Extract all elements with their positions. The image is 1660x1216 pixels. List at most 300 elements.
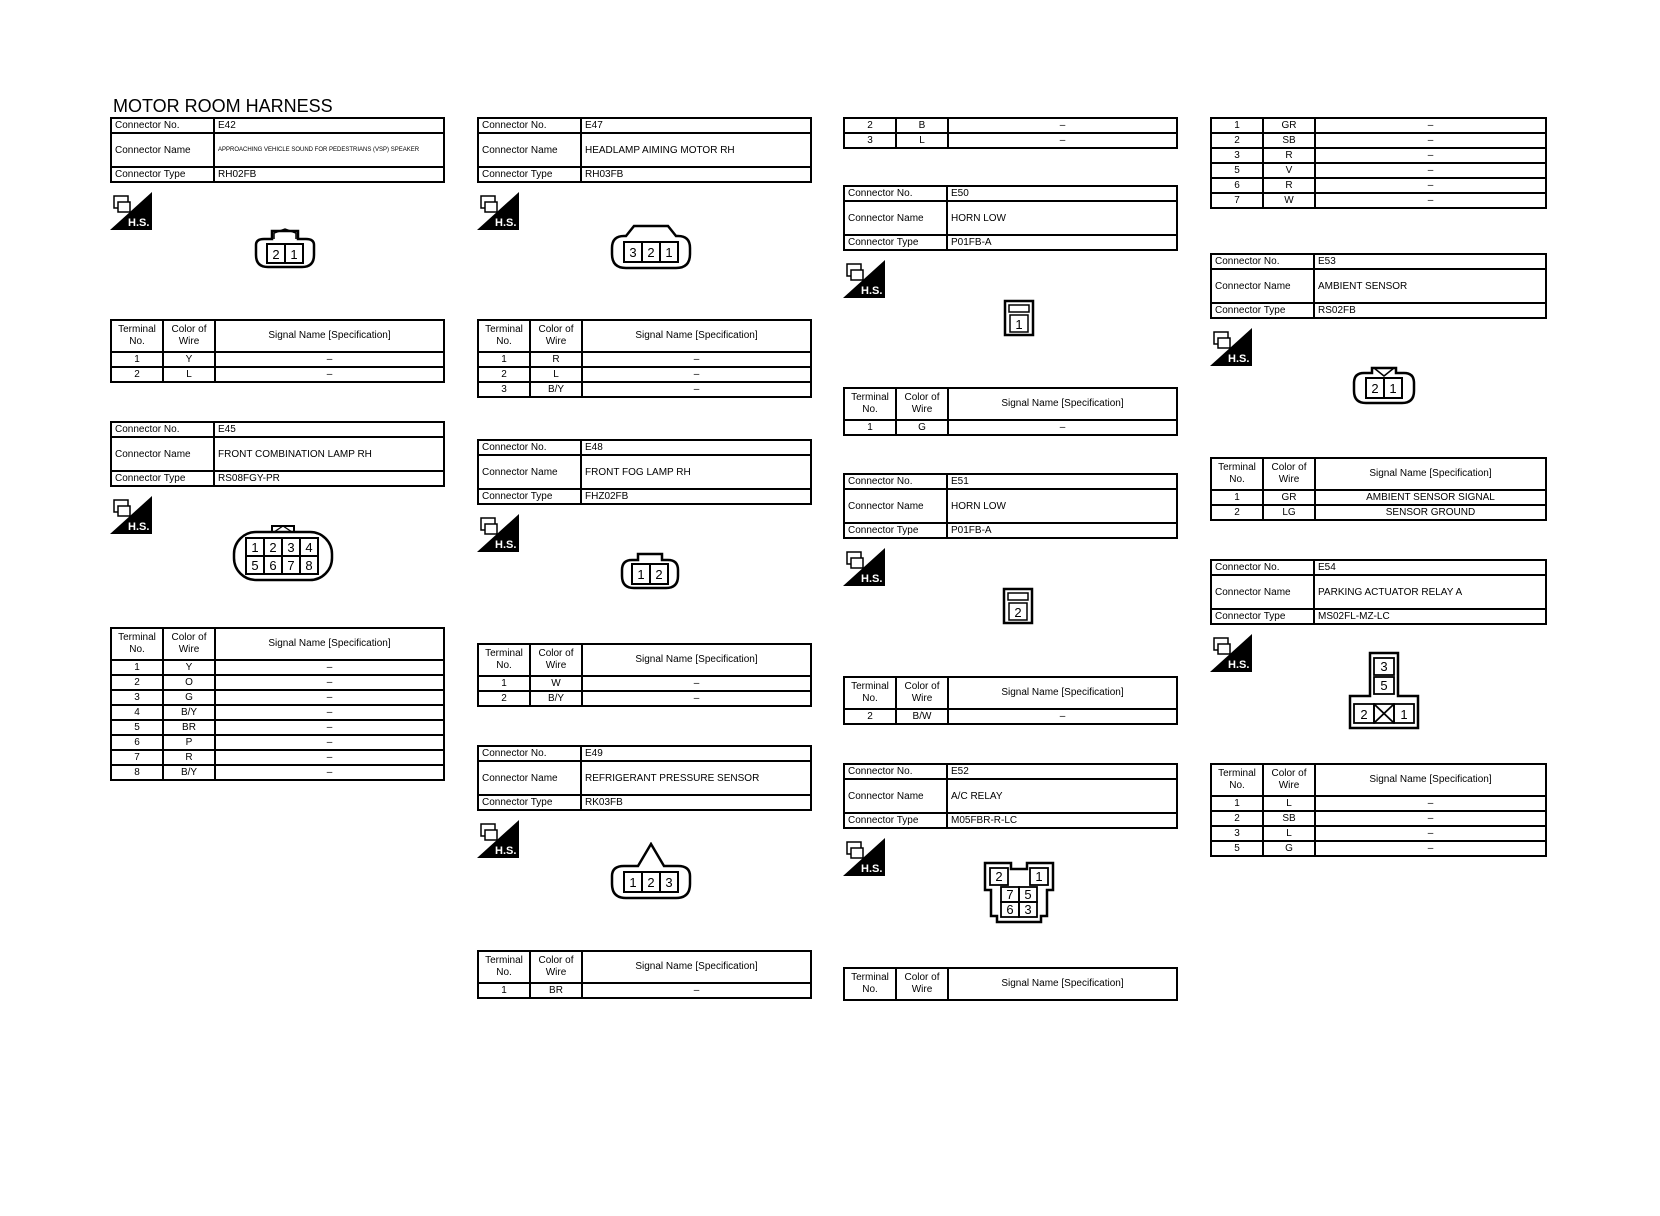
header-color: Color of Wire [163, 320, 215, 352]
signal-name: – [1315, 163, 1546, 178]
label-connector-name: Connector Name [111, 133, 214, 167]
pin-label: 3 [1024, 902, 1032, 917]
wire-color: BR [163, 720, 215, 735]
label-connector-no: Connector No. [844, 764, 947, 779]
terminal-no: 2 [1211, 811, 1263, 826]
connector-type: RH03FB [581, 167, 811, 182]
connector-info-E53 [1210, 253, 1547, 319]
connector-name: HORN LOW [947, 201, 1177, 235]
header-color: Color of Wire [896, 677, 948, 709]
pin-label: 3 [1380, 659, 1388, 674]
signal-name: – [215, 690, 444, 705]
terminal-no: 3 [1211, 826, 1263, 841]
pin-label: 7 [1006, 887, 1014, 902]
label-connector-name: Connector Name [478, 761, 581, 795]
table-row [844, 133, 1177, 148]
label-connector-type: Connector Type [478, 795, 581, 810]
connector-no: E48 [581, 440, 811, 455]
label-connector-type: Connector Type [111, 471, 214, 486]
terminal-no: 2 [111, 367, 163, 382]
terminal-no: 2 [1211, 133, 1263, 148]
header-signal: Signal Name [Specification] [948, 677, 1177, 709]
signal-name: – [948, 709, 1177, 724]
terminal-no: 3 [844, 133, 896, 148]
terminal-no: 7 [1211, 193, 1263, 208]
label-connector-no: Connector No. [1211, 254, 1314, 269]
header-terminal-no: Terminal No. [1211, 764, 1263, 796]
label-connector-name: Connector Name [844, 779, 947, 813]
connector-face-E51 [1001, 586, 1035, 626]
hs-label: H.S. [1228, 353, 1250, 365]
pin-label: 3 [629, 245, 637, 260]
terminal-table-E50 [843, 387, 1178, 436]
pin-label: 2 [1360, 707, 1368, 722]
table-row [844, 709, 1177, 724]
table-row [844, 420, 1177, 435]
connector-type: M05FBR-R-LC [947, 813, 1177, 828]
pin-label: 1 [251, 540, 259, 555]
signal-name: – [582, 691, 811, 706]
wire-color: L [1263, 826, 1315, 841]
pin-label: 1 [1015, 317, 1023, 332]
table-row [1211, 133, 1546, 148]
terminal-table-E52 [843, 967, 1178, 1001]
terminal-no: 3 [478, 382, 530, 397]
hs-icon [1210, 328, 1252, 366]
hs-label: H.S. [861, 573, 883, 585]
wire-color: BR [530, 983, 582, 998]
pin-label: 6 [269, 558, 277, 573]
label-connector-type: Connector Type [478, 489, 581, 504]
wire-color: R [1263, 148, 1315, 163]
wire-color: Y [163, 352, 215, 367]
terminal-no: 1 [478, 352, 530, 367]
pin-label: 6 [1006, 902, 1014, 917]
header-terminal-no: Terminal No. [111, 320, 163, 352]
table-row [111, 367, 444, 382]
signal-name: – [215, 750, 444, 765]
wire-color: B/Y [530, 691, 582, 706]
connector-info-E48 [477, 439, 812, 505]
pin-label: 1 [629, 875, 637, 890]
wire-color: B/Y [163, 705, 215, 720]
header-signal: Signal Name [Specification] [1315, 764, 1546, 796]
wire-color: B/Y [530, 382, 582, 397]
wire-color: B/W [896, 709, 948, 724]
label-connector-type: Connector Type [844, 813, 947, 828]
signal-name: – [215, 352, 444, 367]
signal-name: – [215, 765, 444, 780]
header-terminal-no: Terminal No. [478, 320, 530, 352]
terminal-no: 1 [478, 983, 530, 998]
signal-name: – [1315, 118, 1546, 133]
wire-color: B/Y [163, 765, 215, 780]
header-color: Color of Wire [1263, 764, 1315, 796]
connector-info-E50 [843, 185, 1178, 251]
wire-color: W [530, 676, 582, 691]
signal-name: – [1315, 178, 1546, 193]
signal-name: – [582, 352, 811, 367]
label-connector-name: Connector Name [1211, 269, 1314, 303]
hs-label: H.S. [128, 521, 150, 533]
header-signal: Signal Name [Specification] [582, 644, 811, 676]
connector-name: A/C RELAY [947, 779, 1177, 813]
label-connector-name: Connector Name [111, 437, 214, 471]
connector-info-E49 [477, 745, 812, 811]
hs-icon [110, 192, 152, 230]
signal-name: – [215, 705, 444, 720]
terminal-no: 1 [844, 420, 896, 435]
header-terminal-no: Terminal No. [111, 628, 163, 660]
terminal-no: 1 [478, 676, 530, 691]
table-row [478, 983, 811, 998]
terminal-table-E53 [1210, 457, 1547, 521]
label-connector-no: Connector No. [478, 440, 581, 455]
connector-type: RS02FB [1314, 303, 1546, 318]
connector-type: RS08FGY-PR [214, 471, 444, 486]
pin-label: 2 [272, 247, 280, 262]
page-title: MOTOR ROOM HARNESS [113, 96, 333, 116]
connector-no: E42 [214, 118, 444, 133]
label-connector-name: Connector Name [478, 133, 581, 167]
terminal-no: 2 [478, 367, 530, 382]
terminal-no: 1 [111, 352, 163, 367]
label-connector-name: Connector Name [844, 489, 947, 523]
connector-name: REFRIGERANT PRESSURE SENSOR [581, 761, 811, 795]
signal-name: – [1315, 841, 1546, 856]
pin-label: 2 [995, 869, 1003, 884]
pin-label: 8 [305, 558, 313, 573]
signal-name: – [215, 735, 444, 750]
terminal-no: 7 [111, 750, 163, 765]
terminal-table-E45 [110, 627, 445, 781]
connector-face-E52 [982, 860, 1056, 926]
label-connector-type: Connector Type [1211, 303, 1314, 318]
connector-no: E50 [947, 186, 1177, 201]
header-signal: Signal Name [Specification] [948, 968, 1177, 1000]
signal-name: – [215, 367, 444, 382]
header-signal: Signal Name [Specification] [948, 388, 1177, 420]
connector-face-E49 [608, 842, 694, 902]
wire-color: SB [1263, 133, 1315, 148]
signal-name: – [1315, 133, 1546, 148]
label-connector-no: Connector No. [844, 474, 947, 489]
table-row [1211, 178, 1546, 193]
wire-color: G [896, 420, 948, 435]
pin-label: 2 [1371, 381, 1379, 396]
wire-color: R [163, 750, 215, 765]
terminal-no: 1 [111, 660, 163, 675]
hs-label: H.S. [495, 539, 517, 551]
connector-name: APPROACHING VEHICLE SOUND FOR PEDESTRIANS (VSP) SPEAKER [214, 133, 444, 167]
hs-icon [1210, 634, 1252, 672]
header-color: Color of Wire [530, 644, 582, 676]
table-row [1211, 148, 1546, 163]
terminal-table-E51 [843, 676, 1178, 725]
terminal-table-E47 [477, 319, 812, 398]
terminal-no: 5 [1211, 163, 1263, 178]
connector-no: E54 [1314, 560, 1546, 575]
connector-name: HORN LOW [947, 489, 1177, 523]
table-row [1211, 811, 1546, 826]
label-connector-no: Connector No. [111, 118, 214, 133]
connector-name: PARKING ACTUATOR RELAY A [1314, 575, 1546, 609]
terminal-no: 5 [111, 720, 163, 735]
table-row [844, 118, 1177, 133]
pin-label: 1 [637, 567, 645, 582]
header-terminal-no: Terminal No. [844, 968, 896, 1000]
wire-color: G [163, 690, 215, 705]
header-terminal-no: Terminal No. [844, 388, 896, 420]
signal-name: SENSOR GROUND [1315, 505, 1546, 520]
pin-label: 3 [287, 540, 295, 555]
wire-color: Y [163, 660, 215, 675]
label-connector-type: Connector Type [111, 167, 214, 182]
terminal-no: 6 [1211, 178, 1263, 193]
header-color: Color of Wire [530, 951, 582, 983]
terminal-table-E49-cont [843, 117, 1178, 149]
pin-label: 2 [647, 875, 655, 890]
wire-color: W [1263, 193, 1315, 208]
pin-label: 1 [1400, 707, 1408, 722]
terminal-no: 3 [111, 690, 163, 705]
terminal-no: 3 [1211, 148, 1263, 163]
terminal-no: 1 [1211, 796, 1263, 811]
table-row [1211, 826, 1546, 841]
hs-label: H.S. [861, 863, 883, 875]
connector-info-E51 [843, 473, 1178, 539]
label-connector-name: Connector Name [844, 201, 947, 235]
header-color: Color of Wire [163, 628, 215, 660]
hs-label: H.S. [1228, 659, 1250, 671]
header-color: Color of Wire [1263, 458, 1315, 490]
wire-color: L [1263, 796, 1315, 811]
signal-name: – [948, 420, 1177, 435]
header-signal: Signal Name [Specification] [1315, 458, 1546, 490]
header-terminal-no: Terminal No. [844, 677, 896, 709]
signal-name: – [1315, 826, 1546, 841]
header-terminal-no: Terminal No. [478, 644, 530, 676]
connector-type: RK03FB [581, 795, 811, 810]
connector-no: E47 [581, 118, 811, 133]
pin-label: 7 [287, 558, 295, 573]
signal-name: – [582, 382, 811, 397]
hs-icon [477, 820, 519, 858]
pin-label: 5 [1024, 887, 1032, 902]
terminal-no: 2 [844, 709, 896, 724]
hs-label: H.S. [861, 285, 883, 297]
wire-color: GR [1263, 118, 1315, 133]
table-row [111, 690, 444, 705]
connector-face-E50 [1002, 298, 1036, 338]
pin-label: 2 [1014, 605, 1022, 620]
hs-icon [843, 260, 885, 298]
label-connector-no: Connector No. [478, 118, 581, 133]
connector-no: E45 [214, 422, 444, 437]
pin-label: 2 [269, 540, 277, 555]
table-row [478, 676, 811, 691]
connector-name: FRONT FOG LAMP RH [581, 455, 811, 489]
wire-color: O [163, 675, 215, 690]
hs-label: H.S. [495, 217, 517, 229]
header-signal: Signal Name [Specification] [215, 628, 444, 660]
connector-info-E42 [110, 117, 445, 183]
connector-face-E47 [608, 222, 694, 274]
connector-info-E47 [477, 117, 812, 183]
signal-name: – [948, 133, 1177, 148]
hs-label: H.S. [128, 217, 150, 229]
connector-name: HEADLAMP AIMING MOTOR RH [581, 133, 811, 167]
table-row [111, 735, 444, 750]
label-connector-no: Connector No. [844, 186, 947, 201]
wire-color: L [163, 367, 215, 382]
terminal-table-E48 [477, 643, 812, 707]
label-connector-type: Connector Type [478, 167, 581, 182]
header-signal: Signal Name [Specification] [582, 951, 811, 983]
table-row [111, 765, 444, 780]
terminal-table-E49 [477, 950, 812, 999]
table-row [1211, 841, 1546, 856]
hs-icon [110, 496, 152, 534]
wire-color: L [530, 367, 582, 382]
connector-face-E42 [250, 225, 320, 275]
connector-info-E54 [1210, 559, 1547, 625]
connector-face-E48 [618, 550, 682, 592]
pin-label: 1 [1035, 869, 1043, 884]
label-connector-type: Connector Type [1211, 609, 1314, 624]
table-row [1211, 796, 1546, 811]
header-color: Color of Wire [896, 388, 948, 420]
signal-name: – [1315, 148, 1546, 163]
table-row [111, 352, 444, 367]
label-connector-no: Connector No. [111, 422, 214, 437]
pin-label: 2 [655, 567, 663, 582]
connector-no: E53 [1314, 254, 1546, 269]
connector-info-E45 [110, 421, 445, 487]
pin-label: 4 [305, 540, 313, 555]
wire-color: L [896, 133, 948, 148]
table-row [1211, 490, 1546, 505]
connector-no: E49 [581, 746, 811, 761]
table-row [1211, 505, 1546, 520]
terminal-no: 8 [111, 765, 163, 780]
terminal-no: 2 [1211, 505, 1263, 520]
hs-icon [477, 514, 519, 552]
terminal-no: 1 [1211, 490, 1263, 505]
signal-name: – [215, 675, 444, 690]
terminal-no: 6 [111, 735, 163, 750]
header-signal: Signal Name [Specification] [582, 320, 811, 352]
connector-type: P01FB-A [947, 523, 1177, 538]
table-row [111, 660, 444, 675]
header-color: Color of Wire [530, 320, 582, 352]
header-terminal-no: Terminal No. [1211, 458, 1263, 490]
signal-name: AMBIENT SENSOR SIGNAL [1315, 490, 1546, 505]
pin-label: 1 [290, 247, 298, 262]
terminal-no: 4 [111, 705, 163, 720]
wire-color: R [530, 352, 582, 367]
label-connector-type: Connector Type [844, 523, 947, 538]
pin-label: 1 [665, 245, 673, 260]
hs-icon [477, 192, 519, 230]
wire-color: G [1263, 841, 1315, 856]
connector-no: E51 [947, 474, 1177, 489]
pin-label: 5 [1380, 678, 1388, 693]
wire-color: P [163, 735, 215, 750]
hs-icon [843, 838, 885, 876]
terminal-no: 1 [1211, 118, 1263, 133]
table-row [1211, 163, 1546, 178]
signal-name: – [1315, 796, 1546, 811]
connector-face-E45 [230, 522, 336, 584]
connector-no: E52 [947, 764, 1177, 779]
connector-type: MS02FL-MZ-LC [1314, 609, 1546, 624]
wire-color: R [1263, 178, 1315, 193]
table-row [111, 750, 444, 765]
label-connector-no: Connector No. [1211, 560, 1314, 575]
wire-color: SB [1263, 811, 1315, 826]
signal-name: – [948, 118, 1177, 133]
label-connector-type: Connector Type [844, 235, 947, 250]
signal-name: – [1315, 811, 1546, 826]
connector-name: FRONT COMBINATION LAMP RH [214, 437, 444, 471]
label-connector-name: Connector Name [478, 455, 581, 489]
wire-color: GR [1263, 490, 1315, 505]
signal-name: – [582, 367, 811, 382]
table-row [478, 367, 811, 382]
connector-type: RH02FB [214, 167, 444, 182]
terminal-table-E42 [110, 319, 445, 383]
table-row [478, 352, 811, 367]
hs-icon [843, 548, 885, 586]
signal-name: – [215, 660, 444, 675]
hs-label: H.S. [495, 845, 517, 857]
pin-label: 2 [647, 245, 655, 260]
terminal-no: 5 [1211, 841, 1263, 856]
header-terminal-no: Terminal No. [478, 951, 530, 983]
wire-color: V [1263, 163, 1315, 178]
terminal-table-E54 [1210, 763, 1547, 857]
connector-face-E53 [1350, 365, 1418, 407]
label-connector-no: Connector No. [478, 746, 581, 761]
pin-label: 1 [1389, 381, 1397, 396]
table-row [478, 691, 811, 706]
table-row [111, 705, 444, 720]
table-row [111, 720, 444, 735]
connector-face-E54 [1346, 650, 1422, 732]
terminal-no: 2 [844, 118, 896, 133]
header-color: Color of Wire [896, 968, 948, 1000]
connector-type: FHZ02FB [581, 489, 811, 504]
table-row [478, 382, 811, 397]
signal-name: – [215, 720, 444, 735]
connector-type: P01FB-A [947, 235, 1177, 250]
label-connector-name: Connector Name [1211, 575, 1314, 609]
table-row [1211, 193, 1546, 208]
connector-info-E52 [843, 763, 1178, 829]
terminal-no: 2 [111, 675, 163, 690]
terminal-no: 2 [478, 691, 530, 706]
connector-name: AMBIENT SENSOR [1314, 269, 1546, 303]
wire-color: B [896, 118, 948, 133]
pin-label: 5 [251, 558, 259, 573]
table-row [1211, 118, 1546, 133]
wire-color: LG [1263, 505, 1315, 520]
table-row [111, 675, 444, 690]
header-signal: Signal Name [Specification] [215, 320, 444, 352]
signal-name: – [582, 676, 811, 691]
signal-name: – [1315, 193, 1546, 208]
